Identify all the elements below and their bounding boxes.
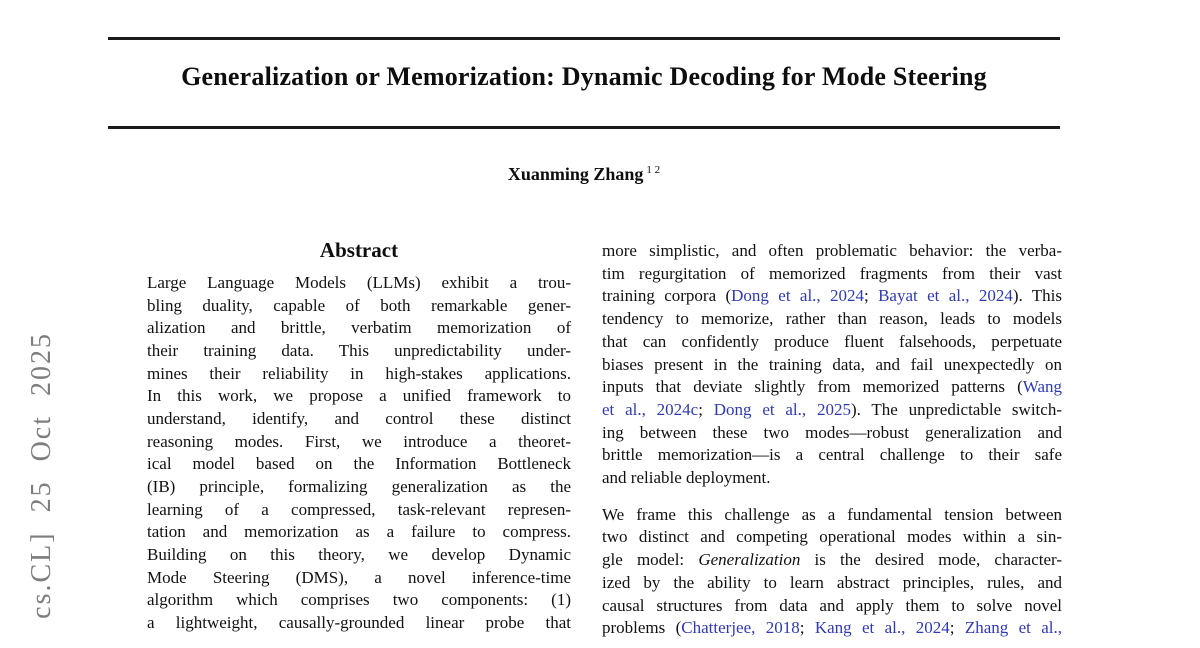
text-segment: We frame this challenge as a fundamental tension between — [602, 504, 1062, 524]
introduction-column — [602, 240, 1062, 640]
citation-link[interactable]: et al., 2024c — [602, 399, 699, 419]
body-text-line — [602, 399, 1062, 422]
abstract-text-line: bling duality, capable of both remarkable gener- — [147, 295, 571, 315]
body-text-line — [602, 572, 1062, 595]
paper-title: Generalization or Memorization: Dynamic Decoding for Mode Steering — [181, 62, 987, 91]
body-text-line — [602, 617, 1062, 640]
text-segment: training corpora ( — [602, 286, 732, 306]
abstract-text-line: ical model based on the Information Bottleneck — [147, 454, 571, 474]
body-text-line — [602, 240, 1062, 263]
text-segment: more simplistic, and often problematic behavior: the verba- — [602, 241, 1062, 260]
text-segment: ). This — [1012, 286, 1063, 306]
text-segment: two distinct and competing operational modes within a sin- — [602, 527, 1062, 547]
text-segment: causal structures from data and apply them to solve novel — [602, 595, 1062, 615]
body-text-line — [602, 263, 1062, 286]
text-segment: biases present in the training data, and fail unexpectedly on — [602, 354, 1062, 374]
text-segment: brittle memorization—is a central challenge to their safe — [602, 445, 1062, 465]
body-text-line — [602, 285, 1062, 308]
text-segment: tim regurgitation of memorized fragments from their vast — [602, 263, 1062, 283]
body-text-line — [602, 595, 1062, 618]
text-segment: inputs that deviate slightly from memorized patterns ( — [602, 377, 1023, 397]
text-segment: ; — [799, 618, 815, 638]
body-text-line — [602, 422, 1062, 445]
abstract-text-line: understand, identify, and control these distinct — [147, 408, 571, 428]
citation-link[interactable]: Dong et al., 2024 — [731, 286, 865, 306]
text-segment: ). The unpredictable switch- — [850, 399, 1062, 419]
body-text-line — [602, 444, 1062, 467]
abstract-text-line: Large Language Models (LLMs) exhibit a trou- — [147, 273, 571, 292]
title-rule-top — [108, 37, 1060, 40]
abstract-text-line: reasoning modes. First, we introduce a theoret- — [147, 431, 571, 451]
arxiv-watermark: cs.CL] 25 Oct 2025 — [26, 332, 57, 619]
author-affiliation-superscript: 1 2 — [646, 164, 661, 176]
abstract-text-line: mines their reliability in high-stakes applications. — [147, 363, 571, 383]
author-name: Xuanming Zhang — [507, 164, 644, 184]
body-paragraph — [602, 504, 1062, 640]
body-text-line — [602, 376, 1062, 399]
text-segment: ized by the ability to learn abstract principles, rules, and — [602, 572, 1062, 592]
abstract-text-line: Mode Steering (DMS), a novel inference-time — [147, 567, 571, 587]
body-text-line — [602, 504, 1062, 527]
abstract-text-line: their training data. This unpredictability under- — [147, 340, 571, 360]
text-segment: and reliable deployment. — [602, 468, 771, 488]
text-segment: tendency to memorize, rather than reason, leads to models — [602, 309, 1062, 329]
body-text-line — [602, 467, 1062, 490]
emphasized-term: Generalization — [698, 550, 801, 570]
abstract-text-line: In this work, we propose a unified framework to — [147, 386, 571, 406]
abstract-text-line: a lightweight, causally-grounded linear probe that — [147, 612, 571, 632]
citation-link[interactable]: Dong et al., 2025 — [713, 399, 851, 419]
text-segment: ing between these two modes—robust generalization and — [602, 422, 1062, 442]
body-text-line — [602, 526, 1062, 549]
citation-link[interactable]: Kang et al., 2024 — [814, 618, 950, 638]
abstract-heading: Abstract — [319, 238, 399, 262]
citation-link[interactable]: Zhang et al., — [964, 618, 1062, 638]
abstract-body — [147, 272, 571, 635]
text-segment: gle model: — [602, 550, 699, 570]
body-text-line — [602, 549, 1062, 572]
text-segment: ; — [698, 399, 714, 419]
abstract-text-line: tation and memorization as a failure to compress. — [147, 522, 571, 542]
author-line — [108, 164, 1060, 185]
title-rule-bottom — [108, 126, 1060, 129]
abstract-text-line: alization and brittle, verbatim memorization of — [147, 318, 571, 338]
citation-link[interactable]: Chatterjee, 2018 — [681, 618, 800, 638]
text-segment: is the desired mode, character- — [800, 550, 1062, 570]
abstract-text-line: (IB) principle, formalizing generalization as the — [147, 476, 571, 496]
abstract-text-line: Building on this theory, we develop Dynamic — [147, 544, 571, 564]
citation-link[interactable]: Wang — [1022, 377, 1062, 397]
body-paragraph — [602, 240, 1062, 490]
abstract-text-line: algorithm which comprises two components: (1) — [147, 590, 571, 610]
body-text-line — [602, 354, 1062, 377]
text-segment: problems ( — [602, 618, 682, 638]
text-segment: ; — [864, 286, 879, 306]
abstract-text-line: learning of a compressed, task-relevant represen- — [147, 499, 571, 519]
citation-link[interactable]: Bayat et al., 2024 — [878, 286, 1013, 306]
body-text-line — [602, 331, 1062, 354]
body-text-line — [602, 308, 1062, 331]
text-segment: ; — [949, 618, 965, 638]
text-segment: that can confidently produce fluent falsehoods, perpetuate — [602, 331, 1062, 351]
